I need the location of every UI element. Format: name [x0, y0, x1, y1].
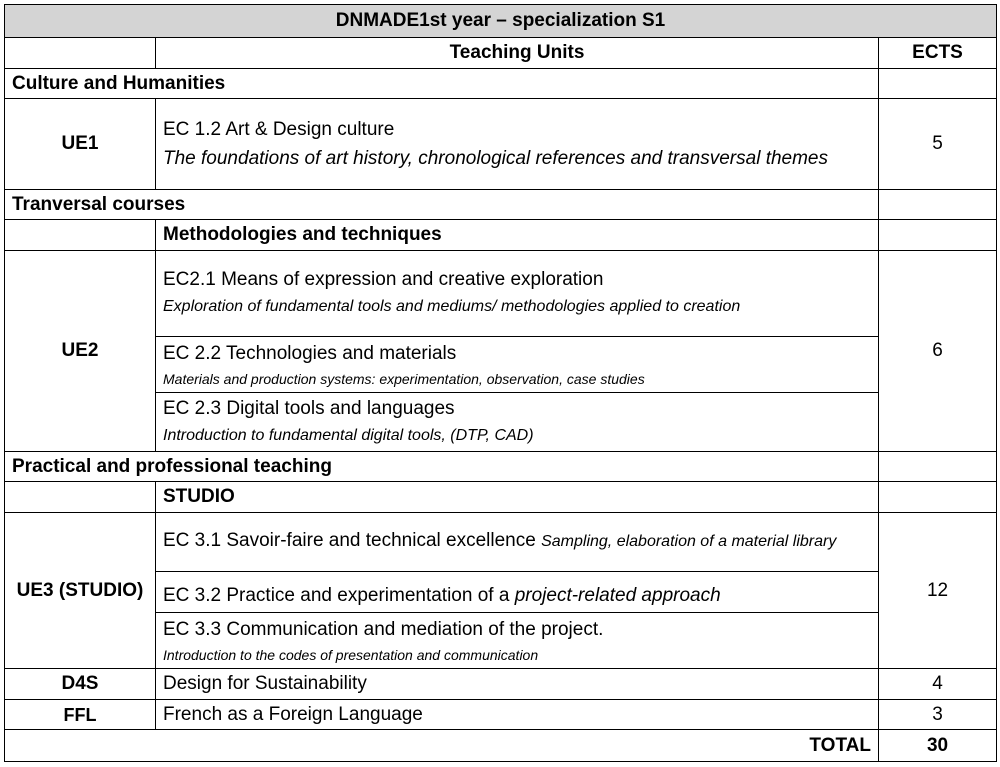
subheader-studio-ects-empty [879, 482, 997, 512]
ue1-ects: 5 [879, 99, 997, 189]
ec21-cell [156, 250, 879, 336]
d4s-ects: 4 [879, 669, 997, 699]
ue3-code: UE3 (STUDIO) [5, 512, 156, 668]
header-empty-cell [5, 37, 156, 68]
subheader-methodologies-empty [5, 220, 156, 250]
section-row-culture [5, 68, 997, 98]
ec21-desc: Exploration of fundamental tools and mediums/ methodologies applied to creation [163, 298, 741, 316]
ec22-cell [156, 337, 879, 393]
header-ects: ECTS [879, 37, 997, 68]
section-culture-label: Culture and Humanities [5, 68, 879, 98]
d4s-code: D4S [5, 669, 156, 699]
ec31-desc: Sampling, elaboration of a material library [541, 533, 837, 551]
title-row [5, 5, 997, 38]
header-teaching-units: Teaching Units [156, 37, 879, 68]
ffl-title: French as a Foreign Language [156, 699, 879, 729]
section-transversal-label: Tranversal courses [5, 189, 879, 219]
ffl-ects: 3 [879, 699, 997, 729]
ec23-cell [156, 393, 879, 452]
ec32-title: EC 3.2 Practice and experimentation of a [163, 585, 510, 607]
table-title: DNMADE1st year – specialization S1 [5, 5, 997, 38]
section-row-transversal [5, 189, 997, 219]
ue1-code: UE1 [5, 99, 156, 189]
ec22-title: EC 2.2 Technologies and materials [163, 342, 457, 364]
section-transversal-ects-empty [879, 189, 997, 219]
ffl-row [5, 699, 997, 729]
subheader-studio-label: STUDIO [156, 482, 879, 512]
header-row [5, 37, 997, 68]
ec32-desc: project-related approach [514, 585, 721, 607]
ec22-desc: Materials and production systems: experimentation, observation, case studies [163, 370, 645, 387]
ec12-cell [156, 99, 879, 189]
ec33-cell [156, 613, 879, 669]
ue2-ects: 6 [879, 250, 997, 451]
ue3-ects: 12 [879, 512, 997, 668]
ue1-row [5, 99, 997, 189]
section-practical-label: Practical and professional teaching [5, 451, 879, 481]
ec12-title: EC 1.2 Art & Design culture [163, 118, 395, 140]
section-practical-ects-empty [879, 451, 997, 481]
ue2-code: UE2 [5, 250, 156, 451]
total-label: TOTAL [5, 730, 879, 762]
ec33-desc: Introduction to the codes of presentation and communication [163, 646, 539, 663]
ec21-row [5, 250, 997, 336]
ec12-desc: The foundations of art history, chronological references and transversal themes [163, 147, 828, 169]
subheader-methodologies-ects-empty [879, 220, 997, 250]
ec33-title: EC 3.3 Communication and mediation of the project. [163, 618, 604, 640]
ec32-cell [156, 571, 879, 613]
subheader-row-studio [5, 482, 997, 512]
curriculum-table [4, 4, 997, 762]
d4s-row [5, 669, 997, 699]
subheader-methodologies-label: Methodologies and techniques [156, 220, 879, 250]
d4s-title: Design for Sustainability [156, 669, 879, 699]
ec23-title: EC 2.3 Digital tools and languages [163, 398, 455, 419]
total-row [5, 730, 997, 762]
total-value: 30 [879, 730, 997, 762]
section-row-practical [5, 451, 997, 481]
ec31-cell [156, 512, 879, 571]
subheader-studio-empty [5, 482, 156, 512]
ec23-desc: Introduction to fundamental digital tools, (DTP, CAD) [163, 427, 534, 444]
ffl-code: FFL [5, 699, 156, 729]
section-culture-ects-empty [879, 68, 997, 98]
subheader-row-methodologies [5, 220, 997, 250]
ec21-title: EC2.1 Means of expression and creative exploration [163, 269, 604, 291]
ec31-row [5, 512, 997, 571]
ec31-title: EC 3.1 Savoir-faire and technical excellence [163, 530, 536, 552]
